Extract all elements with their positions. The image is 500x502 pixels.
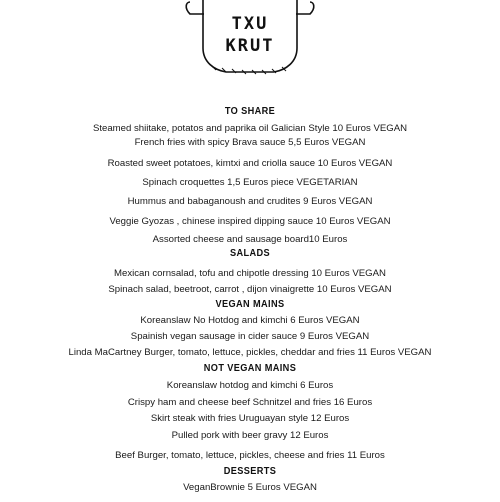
section-to-share [0,106,500,246]
section-heading: SALADS [229,248,271,259]
section-heading: DESSERTS [223,465,277,477]
menu-item: Beef Burger, tomato, lettuce, pickles, cheese and fries 11 Euros [115,449,385,461]
menu-item: Mexican cornsalad, tofu and chipotle dressing 10 Euros VEGAN [114,268,386,279]
section-heading: TO SHARE [224,106,276,117]
menu-item: French fries with spicy Brava sauce 5,5 Euros VEGAN [134,137,366,148]
menu [0,98,500,502]
section-heading: NOT VEGAN MAINS [203,363,297,374]
menu-item: Linda MaCartney Burger, tomato, lettuce, pickles, cheddar and fries 11 Euros VEGAN [68,347,432,358]
section-vegan-mains [0,299,500,359]
menu-item: Veggie Gyozas , chinese inspired dipping sauce 10 Euros VEGAN [109,216,391,227]
menu-item: Assorted cheese and sausage board10 Euros [152,234,348,245]
menu-item: Skirt steak with fries Uruguayan style 12 Euros [150,413,350,425]
section-salads [0,248,500,296]
logo-text-line2: KRUT [225,36,275,56]
menu-item: VeganBrownie 5 Euros VEGAN [183,481,317,493]
menu-item: Crispy ham and cheese beef Schnitzel and fries 16 Euros [127,396,373,408]
section-desserts [0,466,500,494]
menu-item: Steamed shiitake, potatos and paprika oil Galician Style 10 Euros VEGAN [92,123,408,134]
logo-text-line1: TXU [231,14,269,34]
menu-item: Pulled pork with beer gravy 12 Euros [171,429,329,441]
menu-item: Spainish vegan sausage in cider sauce 9 Euros VEGAN [130,331,370,342]
menu-item: Spinach croquettes 1,5 Euros piece VEGETARIAN [142,177,358,188]
menu-item: Hummus and babaganoush and crudites 9 Euros VEGAN [127,196,373,207]
menu-item: Roasted sweet potatoes, kimtxi and criolla sauce 10 Euros VEGAN [107,158,393,169]
restaurant-logo [0,0,500,80]
menu-item: Koreanslaw No Hotdog and kimchi 6 Euros VEGAN [140,315,360,326]
section-heading: VEGAN MAINS [215,299,285,310]
section-not-vegan-mains [0,363,500,462]
menu-item: Spinach salad, beetroot, carrot , dijon vinaigrette 10 Euros VEGAN [108,284,392,295]
menu-item: Koreanslaw hotdog and kimchi 6 Euros [166,380,334,391]
